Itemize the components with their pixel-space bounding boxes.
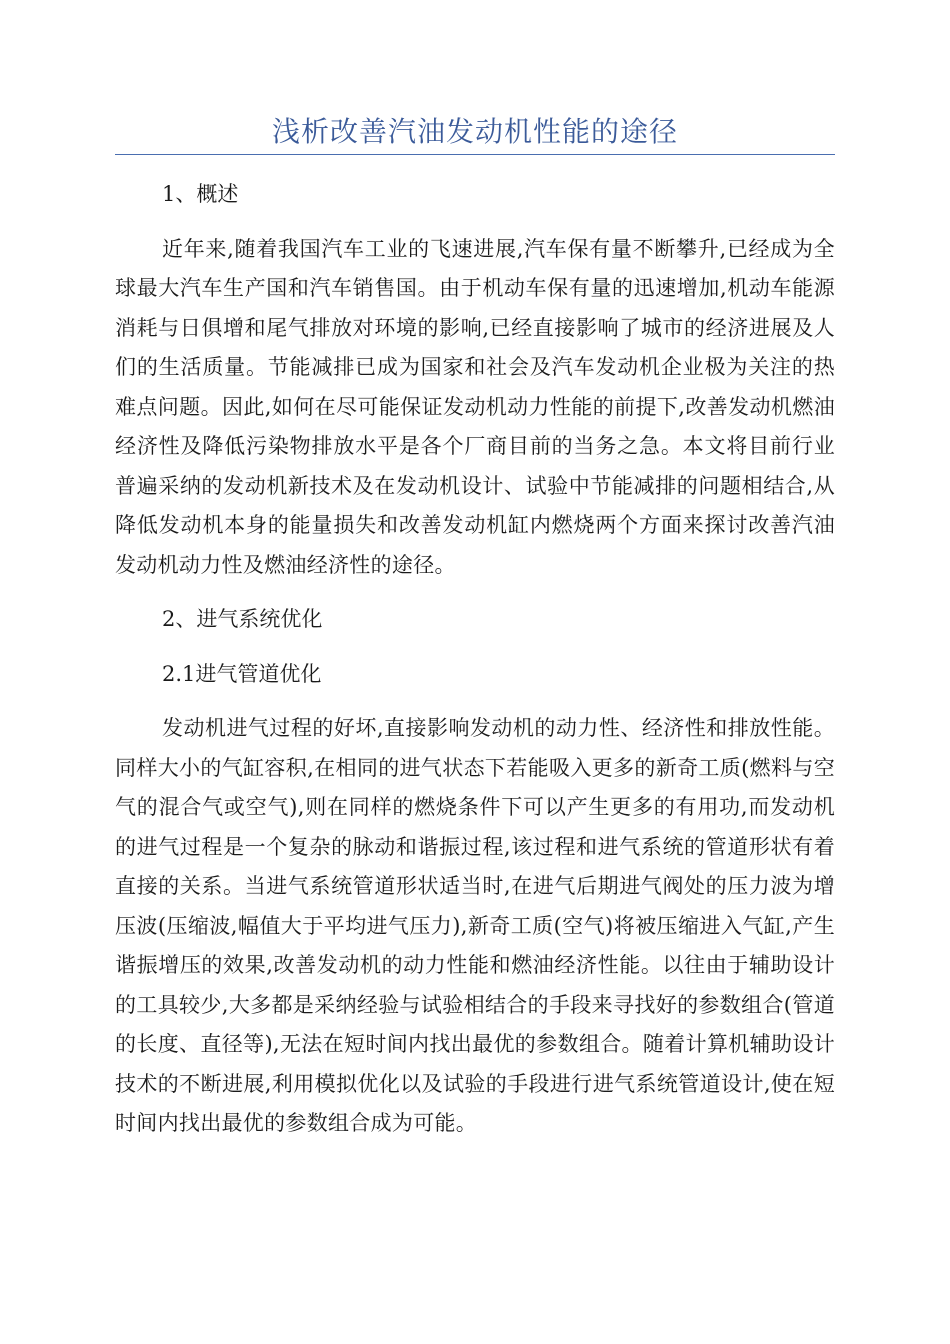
- section-heading-overview: 1、概述: [162, 182, 239, 206]
- document-title: 浅析改善汽油发动机性能的途径: [271, 115, 678, 148]
- section-heading-intake-system: 2、进气系统优化: [162, 607, 323, 631]
- paragraph-overview: 近年来,随着我国汽车工业的飞速进展,汽车保有量不断攀升,已经成为全球最大汽车生产国和汽车销售国。由于机动车保有量的迅速增加,机动车能源消耗与日俱增和尾气排放对环境的影响,已经直接影响了城市的经济进展及人们的生活质量。节能减排已成为国家和社会及汽车发动机企业极为关注的热难点问题。因此,如何在尽可能保证发动机动力性能的前提下,改善发动机燃油经济性及降低污染物排放水平是各个厂商目前的当务之急。本文将目前行业普遍采纳的发动机新技术及在发动机设计、试验中节能减排的问题相结合,从降低发动机本身的能量损失和改善发动机缸内燃烧两个方面来探讨改善汽油发动机动力性及燃油经济性的途径。: [115, 236, 835, 577]
- document-body: [115, 175, 835, 1159]
- paragraph-intake-pipe: 发动机进气过程的好坏,直接影响发动机的动力性、经济性和排放性能。同样大小的气缸容积,在相同的进气状态下若能吸入更多的新奇工质(燃料与空气的混合气或空气),则在同样的燃烧条件下可以产生更多的有用功,而发动机的进气过程是一个复杂的脉动和谐振过程,该过程和进气系统的管道形状有着直接的关系。当进气系统管道形状适当时,在进气后期进气阀处的压力波为增压波(压缩波,幅值大于平均进气压力),新奇工质(空气)将被压缩进入气缸,产生谐振增压的效果,改善发动机的动力性能和燃油经济性能。以往由于辅助设计的工具较少,大多都是采纳经验与试验相结合的手段来寻找好的参数组合(管道的长度、直径等),无法在短时间内找出最优的参数组合。随着计算机辅助设计技术的不断进展,利用模拟优化以及试验的手段进行进气系统管道设计,使在短时间内找出最优的参数组合成为可能。: [115, 716, 835, 1135]
- title-underline: [115, 154, 835, 155]
- subsection-heading-intake-pipe: 2.1进气管道优化: [162, 661, 322, 686]
